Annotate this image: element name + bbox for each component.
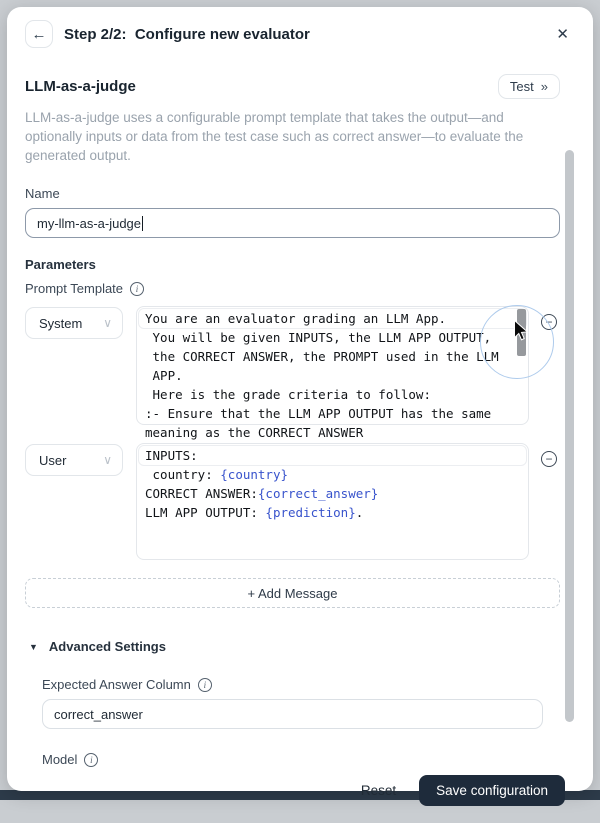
remove-message-button[interactable]: [541, 451, 557, 467]
expected-answer-value: correct_answer: [54, 706, 143, 722]
expected-answer-label: Expected Answer Column: [42, 677, 191, 693]
system-prompt-editor[interactable]: [136, 306, 529, 441]
text-caret: [142, 216, 143, 231]
advanced-settings-toggle[interactable]: [29, 639, 560, 654]
prompt-template-row: [25, 281, 560, 296]
message-row-system: [25, 306, 560, 441]
role-select-user[interactable]: [25, 444, 123, 476]
minus-icon: −: [545, 452, 553, 467]
role-select-value: User: [39, 452, 67, 468]
evaluator-description: LLM-as-a-judge uses a configurable prompt template that takes the output—and optionally inputs or data from the test case such as correct answer—to evaluate the generated output.: [25, 110, 524, 164]
role-select-value: System: [39, 315, 83, 331]
reset-button[interactable]: Reset: [360, 782, 397, 798]
evaluator-type-heading: LLM-as-a-judge: [25, 78, 136, 95]
dialog-scrollbar-thumb[interactable]: [565, 150, 574, 722]
name-label: Name: [25, 186, 60, 202]
add-message-button[interactable]: [25, 578, 560, 608]
dialog-footer: [7, 767, 593, 823]
save-configuration-button[interactable]: Save configuration: [419, 775, 565, 806]
info-icon[interactable]: i: [84, 753, 98, 767]
evaluator-heading-row: [25, 74, 560, 99]
system-prompt-text: You are an evaluator grading an LLM App. You will be given INPUTS, the LLM APP OUTPUT, the CORRECT ANSWER, the PROMPT used in the LLM APP. Here is the grade criteria to follow: :- Ensure that the LLM APP OUTPUT has the same meaning as the CORRECT ANSWER: [145, 311, 499, 441]
name-input-value: my-llm-as-a-judge: [37, 215, 142, 231]
chevron-down-icon: ∨: [103, 453, 112, 468]
advanced-settings-label: Advanced Settings: [48, 639, 166, 655]
back-button[interactable]: [25, 20, 53, 48]
test-button[interactable]: [498, 74, 560, 99]
prompt-template-label: Prompt Template: [25, 281, 124, 297]
dialog-header: [7, 7, 593, 58]
configure-evaluator-dialog: [7, 7, 593, 798]
expected-answer-row: [42, 677, 560, 692]
editor-scrollbar-thumb[interactable]: [517, 309, 526, 356]
role-select-system[interactable]: [25, 307, 123, 339]
user-prompt-editor[interactable]: [136, 443, 529, 560]
name-input[interactable]: [25, 208, 560, 238]
chevron-down-icon: ∨: [103, 316, 112, 331]
parameters-label: Parameters: [25, 257, 96, 273]
advanced-settings-content: [25, 677, 560, 767]
dialog-body: [7, 58, 593, 767]
minus-icon: −: [545, 315, 553, 330]
test-button-label: Test: [509, 79, 534, 94]
caret-down-icon: ▼: [29, 641, 38, 652]
model-row: [42, 752, 560, 767]
back-arrow-icon: ←: [31, 25, 47, 43]
remove-message-button[interactable]: [541, 314, 557, 330]
close-button[interactable]: [552, 23, 573, 46]
info-icon[interactable]: i: [130, 282, 144, 296]
dialog-title: Step 2/2: Configure new evaluator: [64, 25, 310, 43]
add-message-label: + Add Message: [247, 585, 338, 601]
info-icon[interactable]: i: [198, 678, 212, 692]
model-label: Model: [42, 752, 78, 768]
double-chevron-right-icon: »: [540, 79, 548, 94]
user-prompt-text: INPUTS: country: {country} CORRECT ANSWER:{correct_answer} LLM APP OUTPUT: {prediction}.: [145, 448, 379, 521]
close-icon: ✕: [556, 25, 569, 43]
message-row-user: [25, 443, 560, 560]
expected-answer-input[interactable]: [42, 699, 543, 729]
